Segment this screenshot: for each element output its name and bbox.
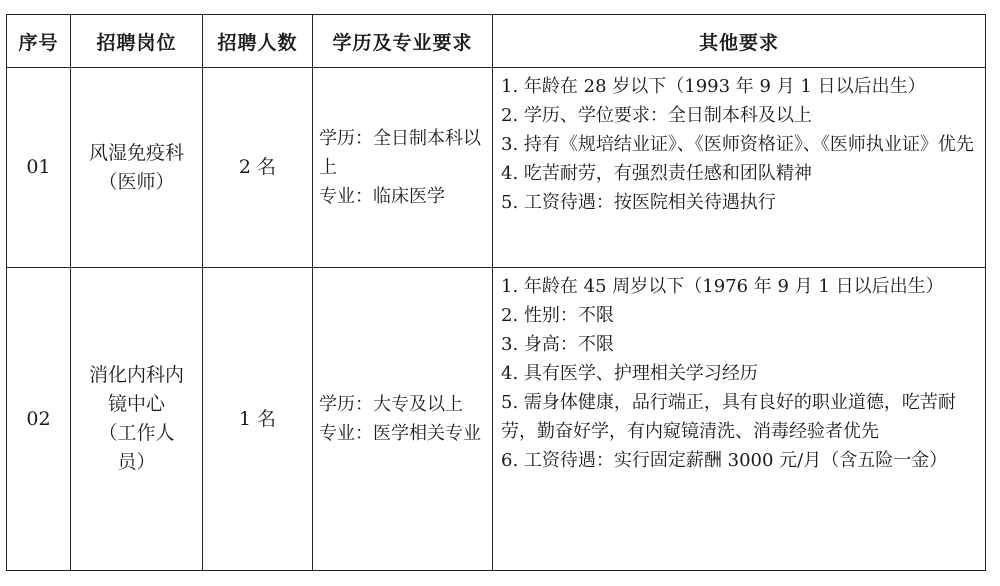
other-item: 5. 工资待遇：按医院相关待遇执行 [501, 192, 776, 213]
row-count: 1 名 [203, 268, 313, 571]
other-item: 2. 性别：不限 [501, 305, 614, 326]
row-no: 02 [7, 268, 71, 571]
recruitment-table [6, 14, 986, 571]
table-row [7, 268, 986, 571]
header-no: 序号 [7, 15, 71, 68]
table-row [7, 68, 986, 268]
position-line: 镜中心 [107, 393, 165, 415]
other-item: 4. 具有医学、护理相关学习经历 [501, 363, 758, 384]
header-education: 学历及专业要求 [313, 15, 493, 68]
position-line: （医师） [98, 170, 175, 193]
row-position [71, 268, 203, 571]
major-text: 专业：医学相关专业 [319, 423, 481, 444]
header-count: 招聘人数 [203, 15, 313, 68]
education-text: 学历：全日制本科以上 [319, 128, 481, 178]
other-item: 3. 身高：不限 [501, 334, 614, 355]
major-text: 专业：临床医学 [319, 186, 445, 207]
other-item: 6. 工资待遇：实行固定薪酬 3000 元/月（含五险一金） [501, 450, 948, 471]
row-education [313, 268, 493, 571]
position-line: 风湿免疫科 [88, 141, 184, 164]
education-text: 学历：大专及以上 [319, 394, 463, 415]
other-item: 1. 年龄在 45 周岁以下（1976 年 9 月 1 日以后出生） [501, 276, 944, 297]
other-item: 3. 持有《规培结业证》、《医师资格证》、《医师执业证》优先 [501, 134, 974, 155]
row-no: 01 [7, 68, 71, 268]
other-item: 5. 需身体健康，品行端正，具有良好的职业道德，吃苦耐劳，勤奋好学，有内窥镜清洗、消毒经验者优先 [501, 392, 956, 442]
row-education [313, 68, 493, 268]
other-item: 4. 吃苦耐劳，有强烈责任感和团队精神 [501, 163, 812, 184]
header-row [7, 15, 986, 68]
row-other [493, 68, 986, 268]
position-line: 消化内科内 [88, 364, 184, 386]
other-item: 2. 学历、学位要求：全日制本科及以上 [501, 105, 812, 126]
header-other: 其他要求 [493, 15, 986, 68]
row-position [71, 68, 203, 268]
position-line: 员） [117, 451, 156, 473]
row-count: 2 名 [203, 68, 313, 268]
row-other [493, 268, 986, 571]
other-item: 1. 年龄在 28 岁以下（1993 年 9 月 1 日以后出生） [501, 76, 926, 97]
position-line: （工作人 [98, 422, 175, 444]
header-position: 招聘岗位 [71, 15, 203, 68]
